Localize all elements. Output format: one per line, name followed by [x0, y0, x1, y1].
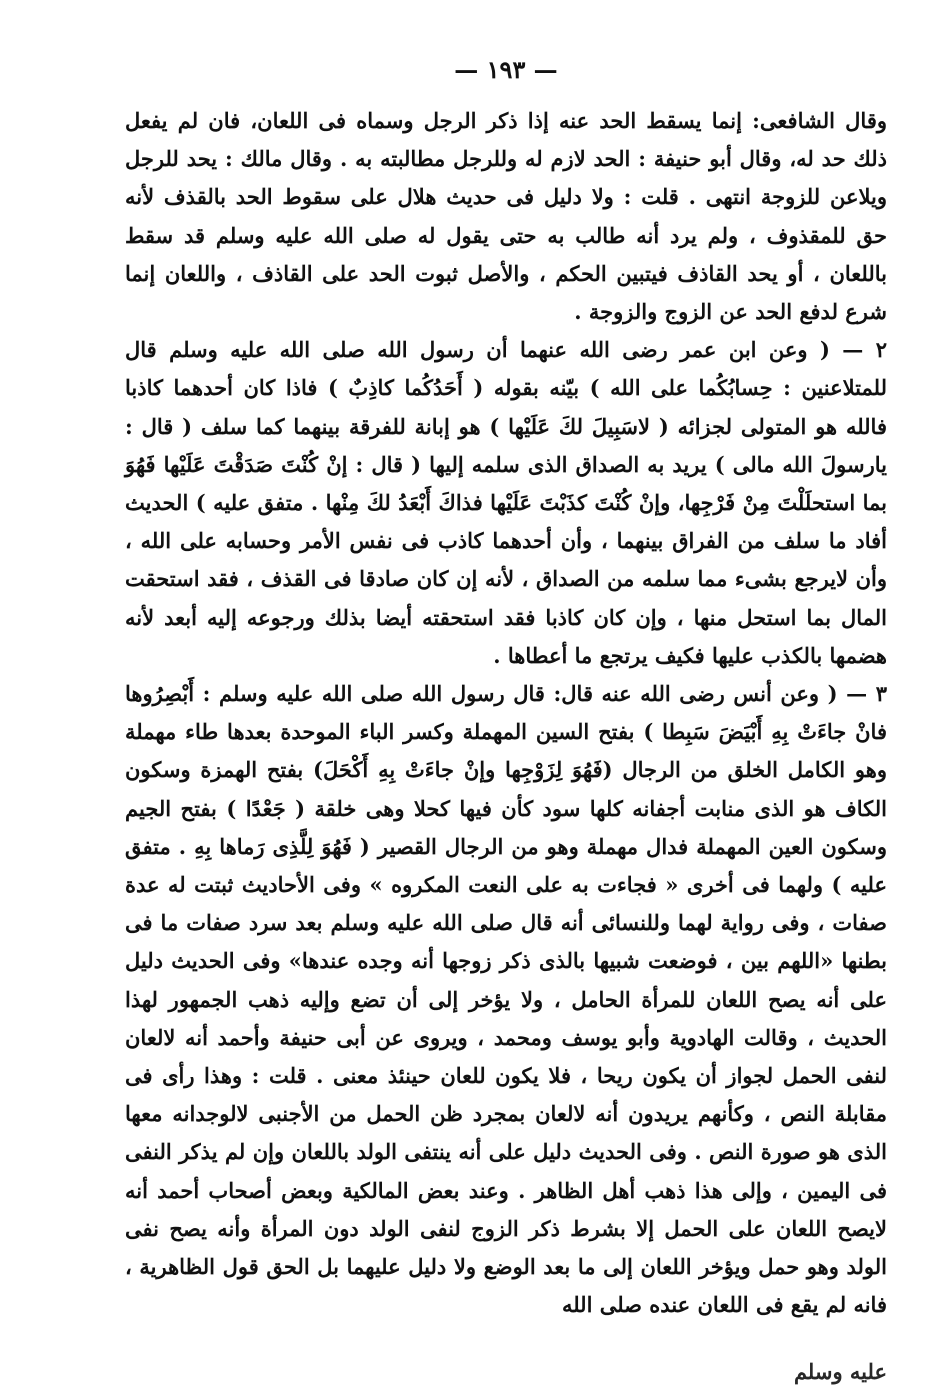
paragraph-hadith-anas: ٣ — ( وعن أنس رضى الله عنه قال: قال رسول الله صلى الله عليه وسلم : أَبْصِرُوها فانْ جاءَتْ بِهِ أَبْيَضَ سَبِطا ) بفتح السين المهملة وكسر الباء الموحدة بعدها طاء مهملة وهو الكامل الخلق من الرجال (فَهُوَ لِزَوْجِها وإنْ جاءَتْ بِهِ أَكْحَلَ) بفتح الهمزة وسكون الكاف هو الذى منابت أجفانه كلها سود كأن فيها كحلا وهى خلقة ( جَعْدًا ) بفتح الجيم وسكون العين المهملة فدال مهملة وهو من الرجال القصير ( فَهُوَ لِلَّذِى رَماها بِهِ . متفق عليه ) ولهما فى أخرى « فجاءت به على النعت المكروه » وفى الأحاديث ثبتت له عدة صفات ، وفى رواية لهما وللنسائى أنه قال صلى الله عليه وسلم بعد سرد صفات ما فى بطنها «اللهم بين ، فوضعت شبيها بالذى ذكر زوجها أنه وجده عندها» وفى الحديث دليل على أنه يصح اللعان للمرأة الحامل ، ولا يؤخر إلى أن تضع وإليه ذهب الجمهور لهذا الحديث ، وقالت الهادوية وأبو يوسف ومحمد ، ويروى عن أبى حنيفة وأحمد أنه لالعان لنفى الحمل لجواز أن يكون ريحا ، فلا يكون للعان حينئذ معنى . قلت : وهذا رأى فى مقابلة النص ، وكأنهم يريدون أنه لالعان بمجرد ظن الحمل من الأجنبى لالوجدانه معها الذى هو صورة النص . وفى الحديث دليل على أنه ينتفى الولد باللعان وإن لم يذكر النفى فى اليمين ، وإلى هذا ذهب أهل الظاهر . وعند بعض المالكية وبعض أصحاب أحمد أنه لايصح اللعان على الحمل إلا بشرط ذكر الزوج لنفى الولد دون المرأة وأنه يصح نفى الولد وهو حمل ويؤخر اللعان إلى ما بعد الوضع ولا دليل عليهما بل الحق قول الظاهرية ، فانه لم يقع فى اللعان عنده صلى الله	[125, 681, 887, 1318]
cut-off-text: عليه وسلم	[793, 1359, 887, 1384]
page-number: — ١٩٣ —	[454, 55, 558, 84]
paragraph-hadith-ibn-umar: ٢ — ( وعن ابن عمر رضى الله عنهما أن رسول الله صلى الله عليه وسلم قال للمتلاعنين : حِسابُكُما على الله ) بيّنه بقوله ( أَحَدُكُما كاذِبٌ ) فاذا كان أحدهما كاذبا فالله هو المتولى لجزائه ( لاسَبِيلَ لكَ عَلَيْها ) هو إبانة للفرقة بينهما كما سلف ( قال : يارسولَ الله مالى ) يريد به الصداق الذى سلمه إليها ( قال : إنْ كُنْتَ صَدَقْتَ عَلَيْها فَهُوَ بما استحلَلْتَ مِنْ فَرْجِها، وإنْ كُنْتَ كذَبْتَ عَلَيْها فذاكَ أَبْعَدُ لكَ مِنْها . متفق عليه ) الحديث أفاد ما سلف من الفراق بينهما ، وأن أحدهما كاذب فى نفس الأمر وحسابه على الله ، وأن لايرجع بشىء مما سلمه من الصداق ، لأنه إن كان صادقا فى القذف ، فقد استحقت المال بما استحل منها ، وإن كان كاذبا فقد استحقته أيضا بذلك ورجوعه إليه أبعد لأنه هضمها بالكذب عليها فكيف يرتجع ما أعطاها .	[125, 337, 887, 668]
paragraph-shafii-opinion: وقال الشافعى: إنما يسقط الحد عنه إذا ذكر الرجل وسماه فى اللعان، فان لم يفعل ذلك حد له، وقال أبو حنيفة : الحد لازم له وللرجل مطالبته به . وقال مالك : يحد للرجل ويلاعن للزوجة انتهى . قلت : ولا دليل فى حديث هلال على سقوط الحد بالقذف لأنه حق للمقذوف ، ولم يرد أنه طالب به حتى يقول له صلى الله عليه وسلم قد سقط باللعان ، أو يحد القاذف فيتبين الحكم ، والأصل ثبوت الحد على القاذف ، واللعان إنما شرع لدفع الحد عن الزوج والزوجة .	[125, 108, 887, 325]
cut-off-next-line	[150, 1352, 887, 1384]
body-text	[125, 102, 887, 1325]
